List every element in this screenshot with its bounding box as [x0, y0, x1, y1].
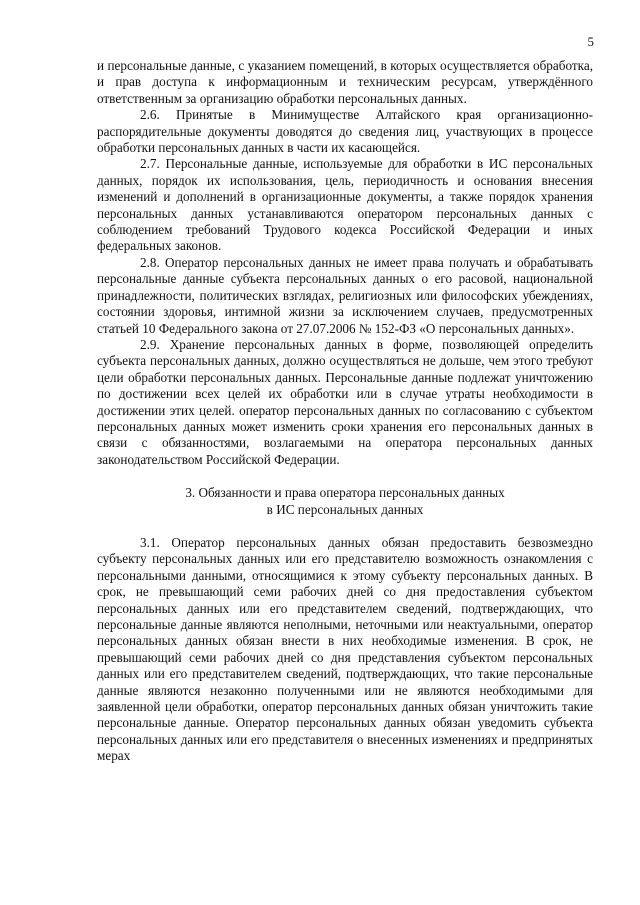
paragraph-2-8: 2.8. Оператор персональных данных не имеет права получать и обрабатывать персональные данные субъекта персональных данных о его расовой, национальной принадлежности, политических взглядах, религиозных или философских убеждениях, состоянии здоровья, интимной жизни за исключением случаев, предусмотренных статьей 10 Федерального закона от 27.07.2006 № 152-ФЗ «О персональных данных».: [97, 254, 593, 336]
section-heading-line2: в ИС персональных данных: [266, 501, 424, 517]
section-heading: [97, 485, 593, 518]
paragraph-continuation: и персональные данные, с указанием помещений, в которых осуществляется обработка, и прав доступа к информационным и техническим ресурсам, утверждённого ответственным за организацию обработки персональных данных.: [97, 58, 593, 106]
section-heading-line1: 3. Обязанности и права оператора персональных данных: [185, 485, 505, 501]
page-number: 5: [587, 34, 594, 49]
paragraph-3-1: 3.1. Оператор персональных данных обязан предоставить безвозмездно субъекту персональных данных или его представителю возможность ознакомления с персональными данными, относящимися к этому субъекту персональных данных. В срок, не превышающий семи рабочих дней со дня предоставления субъектом персональных данных или его представителем сведений, подтверждающих, что персональные данные являются неполными, неточными или неактуальными, оператор персональных данных обязан внести в них необходимые изменения. В срок, не превышающий семи рабочих дней со дня представления субъектом персональных данных или его представителем сведений, подтверждающих, что такие персональные данные являются незаконно полученными или не являются необходимыми для заявленной цели обработки, оператор персональных данных обязан уничтожить такие персональные данные. Оператор персональных данных обязан уведомить субъекта персональных данных или его представителя о внесенных изменениях и предпринятых мерах: [97, 534, 593, 764]
document-body: [97, 58, 593, 765]
paragraph-2-6: 2.6. Принятые в Минимуществе Алтайского края организационно-распорядительные документы доводятся до сведения лиц, участвующих в процессе обработки персональных данных в части их касающейся.: [97, 107, 593, 156]
paragraph-2-9: 2.9. Хранение персональных данных в форме, позволяющей определить субъекта персональных данных, должно осуществляться не дольше, чем этого требуют цели обработки персональных данных. Персональные данные подлежат уничтожению по достижении всех целей их обработки или в случае утраты необходимости в достижении этих целей. оператор персональных данных по согласованию с субъектом персональных данных может изменить сроки хранения его персональных данных в связи с обязанностями, возлагаемыми на оператора персональных данных законодательством Российской Федерации.: [97, 336, 593, 467]
paragraph-2-7: 2.7. Персональные данные, используемые для обработки в ИС персональных данных, порядок их использования, цель, периодичность и основания внесения изменений и дополнений в организационные документы, а также порядок хранения персональных данных устанавливаются оператором персональных данных с соблюдением требований Трудового кодекса Российской Федерации и иных федеральных законов.: [97, 156, 593, 254]
